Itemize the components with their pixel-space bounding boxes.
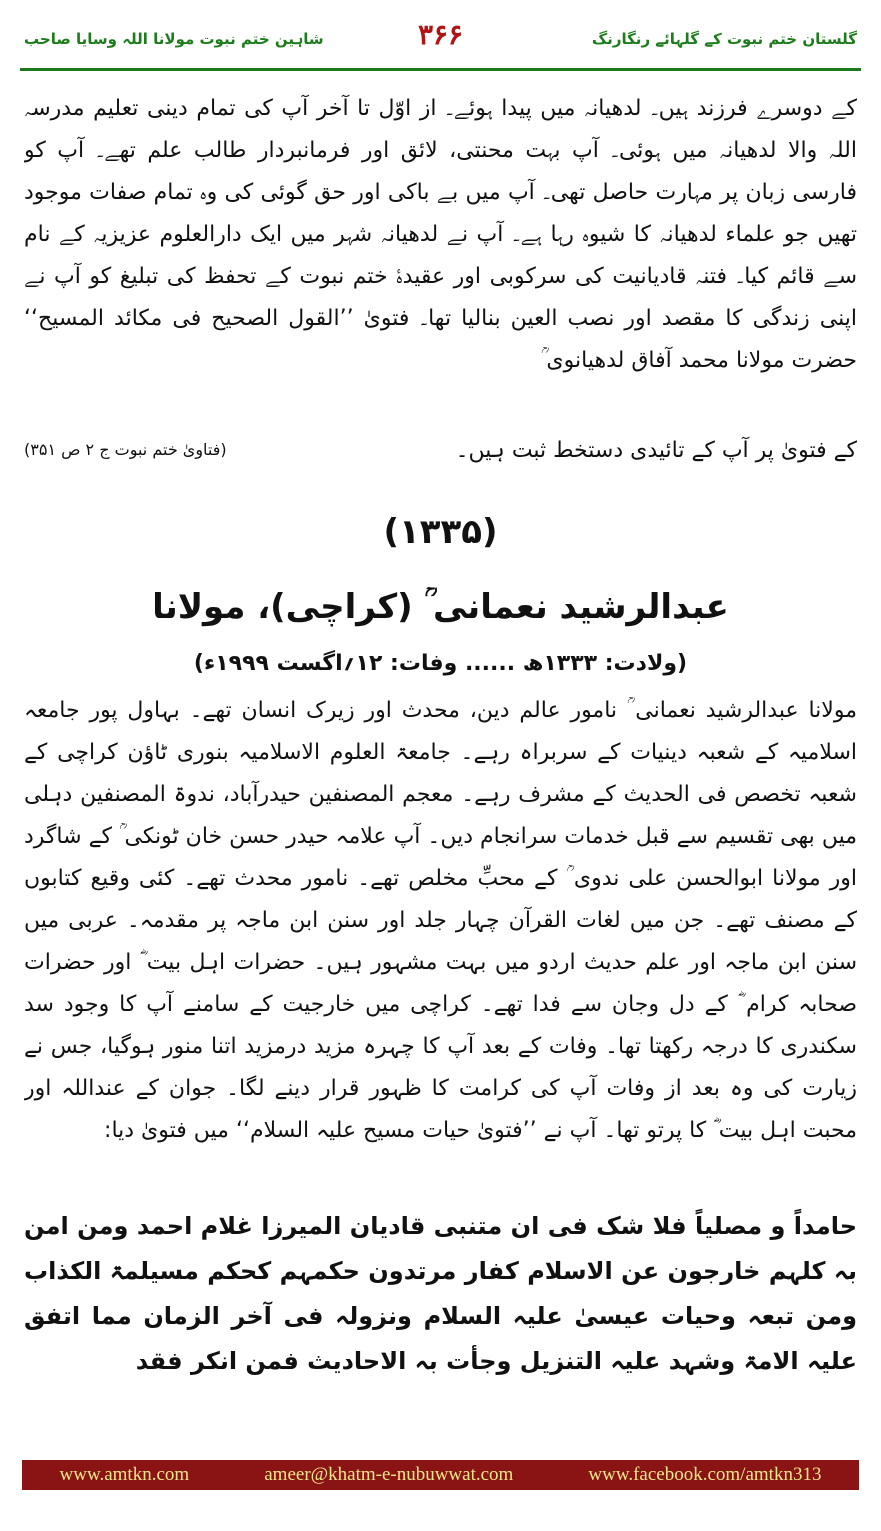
page-header (20, 10, 861, 71)
entry-title: عبدالرشید نعمانی ؒ (کراچی)، مولانا (152, 587, 729, 627)
book-title: گلستان ختم نبوت کے گلہائے رنگارنگ (591, 30, 857, 48)
biography-paragraph: مولانا عبدالرشید نعمانی ؒ نامور عالم دین، محدث اور زیرک انسان تھے۔ بہاول پور جامعہ اسلامیہ کے شعبہ دینیات کے سربراہ رہے۔ جامعۃ العلوم الاسلامیہ بنوری ٹاؤن کراچی کے شعبہ تخصص فی الحدیث کے مشرف رہے۔ معجم المصنفین حیدرآباد، ندوۃ المصنفین دہلی میں بھی تقسیم سے قبل خدمات سرانجام دیں۔ آپ علامہ حیدر حسن خان ٹونکی ؒ کے شاگرد اور مولانا ابوالحسن علی ندوی ؒ کے محبِّ مخلص تھے۔ نامور محدث تھے۔ کئی وقیع کتابوں کے مصنف تھے۔ جن میں لغات القرآن چہار جلد اور سنن ابن ماجہ پر مقدمہ۔ عربی میں سنن ابن ماجہ اور علم حدیث اردو میں بہت مشہور ہیں۔ حضرات اہل بیت ؓ اور حضرات صحابہ کرام ؓ کے دل وجان سے فدا تھے۔ کراچی میں خارجیت کے سامنے آپ کا وجود سد سکندری کا درجہ رکھتا تھا۔ وفات کے بعد آپ کا چہرہ مزید درمزید اتنا منور ہوگیا، جس نے زیارت کی وہ بعد از وفات آپ کی کرامت کا ظہور قرار دینے لگا۔ جوان کے عنداللہ اور محبت اہل بیت ؓ کا پرتو تھا۔ آپ نے ’’فتویٰ حیات مسیح علیہ السلام‘‘ میں فتویٰ دیا: (24, 698, 857, 1143)
page-number: ۳۶۶ (417, 18, 464, 51)
footer-website-link[interactable]: www.amtkn.com (59, 1464, 190, 1485)
arabic-fatwa: حامداً و مصلیاً فلا شک فی ان متنبی قادیان المیرزا غلام احمد ومن امن بہ کلہم خارجون عن الاسلام کفار مرتدون حکمہم کحکم مسیلمۃ الکذاب ومن تبعہ وحیات عیسیٰ علیہ السلام ونزولہ فی آخر الزمان مما اتفق علیہ الامۃ وشہد علیہ التنزیل وجأت بہ الاحادیث فمن انکر فقد (24, 1212, 857, 1375)
author-subtitle: شاہین ختم نبوت مولانا اللہ وسایا صاحب (24, 30, 324, 48)
footer-facebook-link[interactable]: www.facebook.com/amtkn313 (588, 1464, 822, 1485)
intro-last-line: کے فتویٰ پر آپ کے تائیدی دستخط ثبت ہیں۔ (455, 438, 857, 463)
intro-paragraph: کے دوسرے فرزند ہیں۔ لدھیانہ میں پیدا ہوئے۔ از اوّل تا آخر آپ کی تمام دینی تعلیم مدرسہ اللہ والا لدھیانہ میں ہوئی۔ آپ بہت محنتی، لائق اور فرمانبردار طالب علم تھے۔ آپ کو فارسی زبان پر مہارت حاصل تھی۔ آپ میں بے باکی اور حق گوئی کی وہ تمام صفات موجود تھیں جو علماء لدھیانہ کا شیوہ رہا ہے۔ آپ نے لدھیانہ شہر میں ایک دارالعلوم عزیزیہ کے نام سے قائم کیا۔ فتنہ قادیانیت کی سرکوبی اور عقیدۂ ختم نبوت کے تحفظ کی تبلیغ کو آپ نے اپنی زندگی کا مقصد اور نصب العین بنالیا تھا۔ فتویٰ ’’القول الصحیح فی مکائد المسیح‘‘ حضرت مولانا محمد آفاق لدھیانوی ؒ (24, 96, 857, 373)
intro-reference: (فتاویٰ ختم نبوت ج ۲ ص ۳۵۱) (24, 440, 227, 459)
footer-email-link[interactable]: ameer@khatm-e-nubuwwat.com (264, 1464, 514, 1485)
entry-number: (۱۳۳۵) (383, 512, 498, 552)
page-content (24, 88, 857, 1434)
intro-closing-line (24, 438, 857, 470)
entry-dates: (ولادت: ۱۳۳۳ھ ...... وفات: ۱۲؍اگست ۱۹۹۹ء) (193, 651, 688, 676)
page-footer (22, 1460, 859, 1490)
